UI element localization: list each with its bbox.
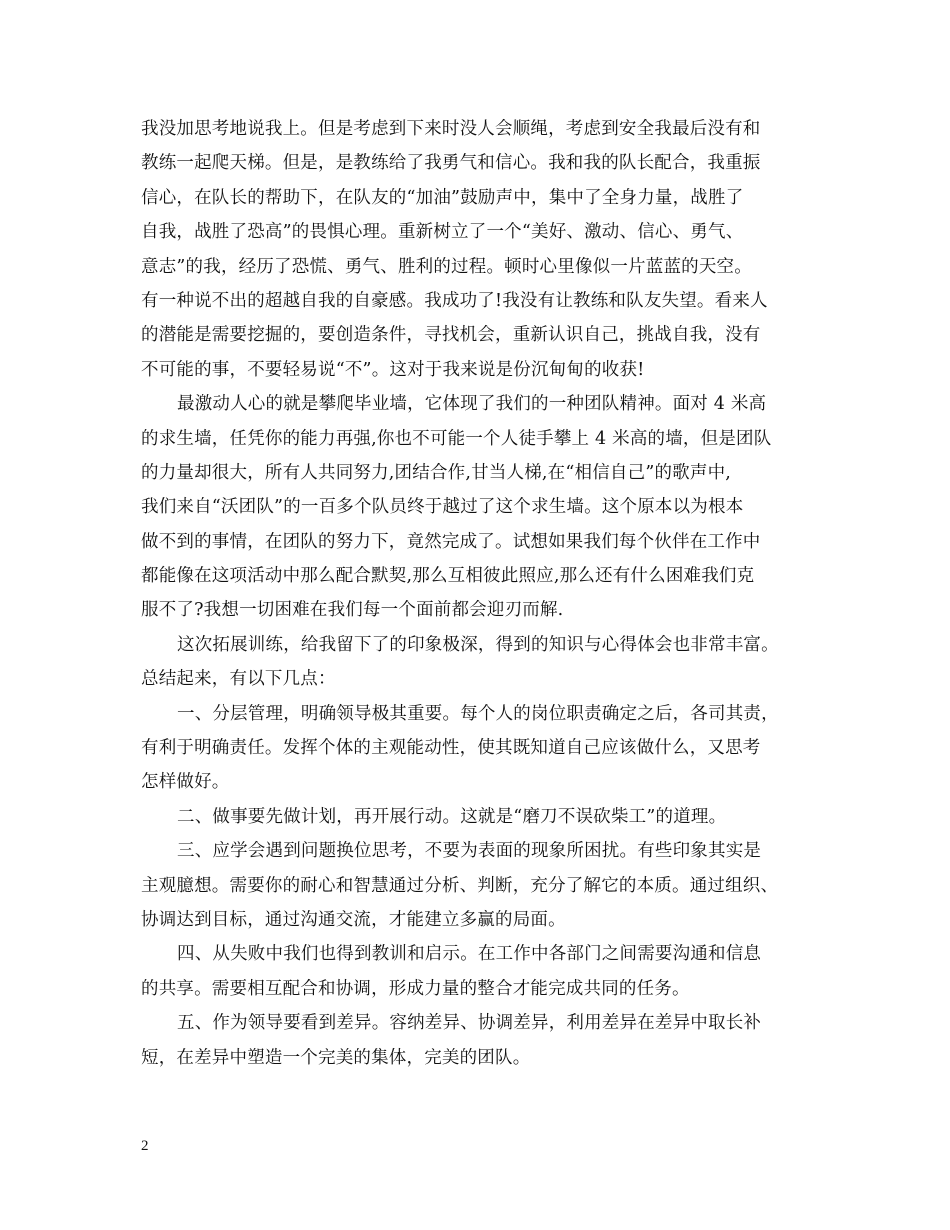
text-line: 信心，在队长的帮助下，在队友的“加油”鼓励声中，集中了全身力量，战胜了 xyxy=(141,187,744,208)
text-line: 怎样做好。 xyxy=(141,772,230,793)
text-line: 四、从失败中我们也得到教训和启示。在工作中各部门之间需要沟通和信息 xyxy=(177,944,762,965)
page-number: 2 xyxy=(141,1138,149,1154)
text-line: 最激动人心的就是攀爬毕业墙，它体现了我们的一种团队精神。面对 4 米高 xyxy=(177,394,767,415)
text-line: 的力量却很大，所有人共同努力,团结合作,甘当人梯,在“相信自己”的歌声中, xyxy=(141,462,732,483)
text-line: 三、应学会遇到问题换位思考，不要为表面的现象所困扰。有些印象其实是 xyxy=(177,841,762,862)
text-line: 的求生墙，任凭你的能力再强,你也不可能一个人徒手攀上 4 米高的墙，但是团队 xyxy=(141,428,772,449)
text-line: 协调达到目标，通过沟通交流，才能建立多赢的局面。 xyxy=(141,909,566,930)
text-line: 教练一起爬天梯。但是，是教练给了我勇气和信心。我和我的队长配合，我重振 xyxy=(141,153,761,174)
text-line: 一、分层管理，明确领导极其重要。每个人的岗位职责确定之后，各司其责， xyxy=(177,703,779,724)
text-line: 服不了?我想一切困难在我们每一个面前都会迎刃而解. xyxy=(141,600,564,621)
text-line: 有利于明确责任。发挥个体的主观能动性，使其既知道自己应该做什么，又思考 xyxy=(141,738,761,759)
text-line: 有一种说不出的超越自我的自豪感。我成功了!我没有让教练和队友失望。看来人 xyxy=(141,290,768,311)
text-line: 短，在差异中塑造一个完美的集体，完美的团队。 xyxy=(141,1047,531,1068)
text-line: 的潜能是需要挖掘的，要创造条件，寻找机会，重新认识自己，挑战自我，没有 xyxy=(141,325,761,346)
text-line: 我们来自“沃团队”的一百多个队员终于越过了这个求生墙。这个原本以为根本 xyxy=(141,497,744,518)
text-line: 这次拓展训练，给我留下了的印象极深，得到的知识与心得体会也非常丰富。 xyxy=(177,634,779,655)
text-line: 主观臆想。需要你的耐心和智慧通过分析、判断，充分了解它的本质。通过组织、 xyxy=(141,875,779,896)
document-body xyxy=(141,112,821,1075)
text-line: 我没加思考地说我上。但是考虑到下来时没人会顺绳，考虑到安全我最后没有和 xyxy=(141,119,761,139)
text-line: 五、作为领导要看到差异。容纳差异、协调差异，利用差异在差异中取长补 xyxy=(177,1013,762,1034)
text-line: 自我，战胜了恐高”的畏惧心理。重新树立了一个“美好、激动、信心、勇气、 xyxy=(141,222,744,243)
text-line: 二、做事要先做计划，再开展行动。这就是“磨刀不误砍柴工”的道理。 xyxy=(177,806,727,827)
text-line: 意志”的我，经历了恐慌、勇气、胜利的过程。顿时心里像似一片蓝蓝的天空。 xyxy=(141,256,752,277)
text-line: 做不到的事情，在团队的努力下，竟然完成了。试想如果我们每个伙伴在工作中 xyxy=(141,531,761,552)
text-line: 不可能的事，不要轻易说“不”。这对于我来说是份沉甸甸的收获! xyxy=(141,359,645,380)
text-line: 都能像在这项活动中那么配合默契,那么互相彼此照应,那么还有什么困难我们克 xyxy=(141,566,755,587)
text-line: 的共享。需要相互配合和协调，形成力量的整合才能完成共同的任务。 xyxy=(141,978,690,999)
text-line: 总结起来，有以下几点： xyxy=(141,669,336,690)
